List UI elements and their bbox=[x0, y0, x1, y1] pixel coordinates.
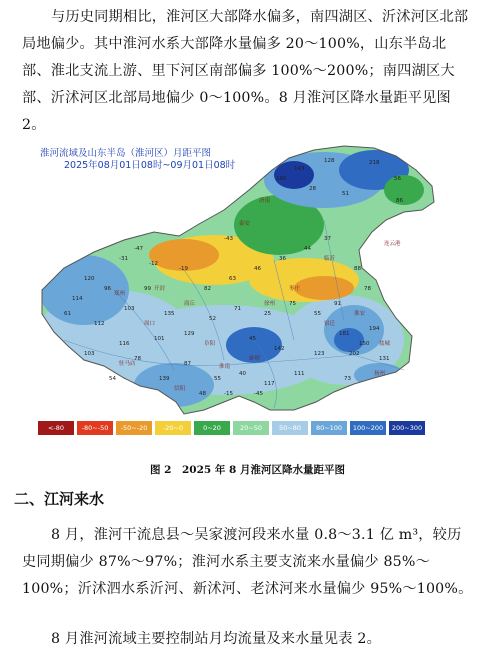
station-value: -47 bbox=[134, 246, 143, 252]
legend-label: 200~300 bbox=[391, 424, 423, 432]
station-value: 78 bbox=[364, 286, 371, 292]
place-name: 阜阳 bbox=[204, 341, 216, 347]
station-value: 218 bbox=[369, 160, 380, 166]
station-value: 88 bbox=[354, 266, 361, 272]
legend-label: -80~-50 bbox=[81, 424, 109, 432]
map-title bbox=[40, 148, 235, 172]
station-value: 111 bbox=[294, 371, 305, 377]
station-value: 48 bbox=[199, 391, 206, 397]
station-value: 103 bbox=[124, 306, 135, 312]
station-value: 117 bbox=[264, 381, 275, 387]
map-title-line1: 淮河流域及山东半岛（淮河区）月距平图 bbox=[40, 148, 212, 159]
place-name: 宿迁 bbox=[324, 321, 336, 327]
station-value: -12 bbox=[149, 261, 158, 267]
station-value: 194 bbox=[369, 326, 380, 332]
station-value: 139 bbox=[159, 376, 170, 382]
station-value: 75 bbox=[289, 301, 296, 307]
place-name: 淮安 bbox=[354, 311, 366, 317]
station-value: -43 bbox=[224, 236, 233, 242]
map-legend bbox=[38, 421, 425, 435]
place-name: 临沂 bbox=[324, 256, 336, 262]
map-svg bbox=[24, 140, 472, 442]
legend-swatch bbox=[389, 421, 425, 435]
station-value: 128 bbox=[324, 158, 335, 164]
legend-label: -50~-20 bbox=[120, 424, 148, 432]
section-heading: 二、江河来水 bbox=[14, 490, 105, 508]
table-reference-paragraph: 8 月淮河流域主要控制站月均流量及来水量见表 2。 bbox=[51, 631, 382, 647]
station-value: -19 bbox=[179, 266, 188, 272]
place-name: 郑州 bbox=[114, 291, 126, 297]
station-value: 78 bbox=[134, 356, 141, 362]
place-name: 蚌埠 bbox=[249, 356, 261, 362]
legend-label: 100~200 bbox=[352, 424, 384, 432]
station-value: 82 bbox=[204, 286, 211, 292]
place-name: 济南 bbox=[259, 198, 271, 204]
station-value: 116 bbox=[119, 341, 130, 347]
place-name: 盐城 bbox=[379, 341, 391, 347]
station-value: 87 bbox=[184, 361, 191, 367]
station-value: 55 bbox=[314, 311, 321, 317]
station-value: -45 bbox=[254, 391, 263, 397]
legend-swatch bbox=[116, 421, 152, 435]
station-value: 86 bbox=[396, 198, 403, 204]
place-name: 淮南 bbox=[219, 364, 231, 370]
station-value: 181 bbox=[339, 331, 350, 337]
station-value: 61 bbox=[64, 311, 71, 317]
station-value: 55 bbox=[214, 376, 221, 382]
station-value: 150 bbox=[359, 341, 370, 347]
station-value: 73 bbox=[344, 376, 351, 382]
station-value: 52 bbox=[209, 316, 216, 322]
station-value: 56 bbox=[394, 176, 401, 182]
station-value: 101 bbox=[154, 336, 165, 342]
station-value: 123 bbox=[314, 351, 325, 357]
legend-label: -20~0 bbox=[162, 424, 184, 432]
legend-label: 0~20 bbox=[203, 424, 221, 432]
station-value: 96 bbox=[104, 286, 111, 292]
place-name: 开封 bbox=[154, 286, 166, 292]
legend-swatch bbox=[77, 421, 113, 435]
place-name: 信阳 bbox=[174, 386, 186, 392]
place-name: 周口 bbox=[144, 321, 156, 327]
station-value: 112 bbox=[94, 321, 105, 327]
station-value: 114 bbox=[72, 296, 83, 302]
legend-swatch bbox=[155, 421, 191, 435]
legend-swatch bbox=[272, 421, 308, 435]
map-title-line2: 2025年08月01日08时~09月01日08时 bbox=[64, 160, 236, 171]
legend-swatch bbox=[350, 421, 386, 435]
anomaly-fill bbox=[24, 140, 472, 442]
station-value: 44 bbox=[304, 246, 311, 252]
legend-swatch bbox=[194, 421, 230, 435]
figure-caption: 图 2 2025 年 8 月淮河区降水量距平图 bbox=[150, 464, 345, 476]
station-value: 160 bbox=[276, 176, 287, 182]
station-value: 25 bbox=[264, 311, 271, 317]
station-value: 135 bbox=[164, 311, 175, 317]
station-value: 28 bbox=[309, 186, 316, 192]
station-value: 71 bbox=[234, 306, 241, 312]
station-value: 120 bbox=[84, 276, 95, 282]
intro-paragraph: 与历史同期相比，淮河区大部降水偏多，南四湖区、沂沭河区北部局地偏少。其中淮河水系大部降水量偏多 20～100%，山东半岛北部、淮北支流上游、里下河区南部偏多 100%～200%；南四湖区大部、沂沭河区北部局地偏少 0～100%。8 月淮河区降水量距平见图 2。 bbox=[22, 9, 469, 133]
place-name: 泰安 bbox=[239, 221, 251, 227]
runoff-paragraph: 8 月，淮河干流息县～吴家渡河段来水量 0.8～3.1 亿 m³，较历史同期偏少 87%～97%；淮河水系主要支流来水量偏少 85%～100%；沂沭泗水系沂河、新沭河、老沭河来水量偏少 95%～100%。 bbox=[22, 527, 473, 597]
station-value: 63 bbox=[229, 276, 236, 282]
legend-swatch bbox=[311, 421, 347, 435]
place-name: 扬州 bbox=[374, 371, 386, 377]
station-value: 129 bbox=[184, 331, 195, 337]
place-name: 枣庄 bbox=[289, 286, 301, 292]
station-value: 143 bbox=[294, 166, 305, 172]
place-name: 商丘 bbox=[184, 301, 196, 307]
place-name: 驻马店 bbox=[119, 361, 136, 367]
place-name: 徐州 bbox=[264, 301, 276, 307]
station-value: -31 bbox=[119, 256, 128, 262]
legend-label: 50~80 bbox=[279, 424, 301, 432]
station-value: 131 bbox=[379, 356, 390, 362]
station-value: 99 bbox=[144, 286, 151, 292]
station-value: 202 bbox=[349, 351, 360, 357]
station-value: 46 bbox=[254, 266, 261, 272]
station-value: 40 bbox=[239, 371, 246, 377]
station-value: 54 bbox=[109, 376, 116, 382]
legend-swatch bbox=[38, 421, 74, 435]
station-value: 103 bbox=[84, 351, 95, 357]
station-value: 45 bbox=[249, 336, 256, 342]
station-value: -15 bbox=[224, 391, 233, 397]
station-value: 142 bbox=[274, 346, 285, 352]
legend-label: 80~100 bbox=[315, 424, 343, 432]
station-value: 91 bbox=[334, 301, 341, 307]
legend-swatch bbox=[233, 421, 269, 435]
legend-label: <-80 bbox=[47, 424, 65, 432]
station-value: 51 bbox=[342, 191, 349, 197]
station-value: 37 bbox=[324, 236, 331, 242]
precipitation-anomaly-map bbox=[24, 140, 472, 442]
station-value: 36 bbox=[279, 256, 286, 262]
legend-label: 20~50 bbox=[240, 424, 262, 432]
place-name: 连云港 bbox=[384, 241, 401, 247]
